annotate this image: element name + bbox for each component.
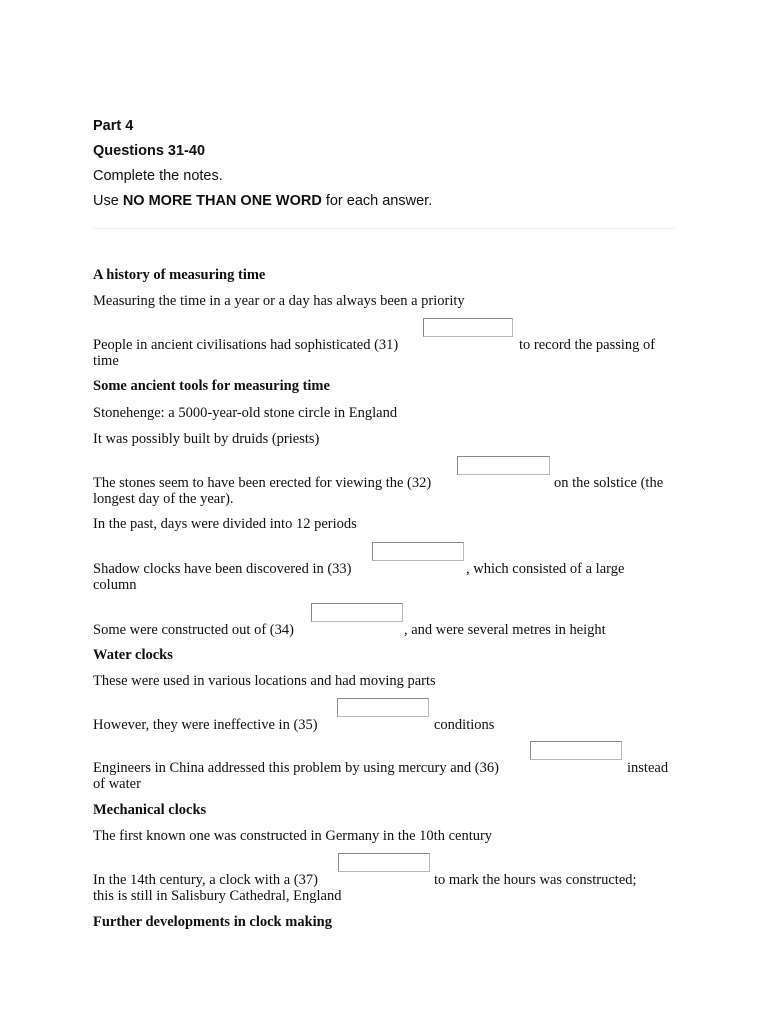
word-limit-emphasis: NO MORE THAN ONE WORD xyxy=(122,193,322,209)
question-36-line xyxy=(93,760,675,776)
question-33-text-after: , which consisted of a large xyxy=(466,561,625,577)
mechanical-clocks-intro: The first known one was constructed in Germany in the 10th century xyxy=(93,828,493,844)
question-36-continuation: of water xyxy=(93,776,141,792)
druids-note: It was possibly built by druids (priests) xyxy=(93,431,320,447)
water-clocks-intro: These were used in various locations and had moving parts xyxy=(93,673,436,689)
question-37-continuation: this is still in Salisbury Cathedral, England xyxy=(93,888,342,904)
question-31-text-after: to record the passing of xyxy=(519,337,656,353)
question-35-text: However, they were ineffective in (35) xyxy=(93,717,318,733)
question-36-text-after: instead xyxy=(627,760,669,776)
question-35-text-after: conditions xyxy=(434,717,495,733)
heading-mechanical-clocks: Mechanical clocks xyxy=(93,802,207,818)
word-limit-rule xyxy=(93,193,432,210)
notes-title: A history of measuring time xyxy=(93,267,266,283)
question-33-line xyxy=(93,561,675,577)
instruction-text: Complete the notes. xyxy=(93,168,223,184)
periods-note: In the past, days were divided into 12 periods xyxy=(93,516,357,532)
question-32-continuation: longest day of the year). xyxy=(93,491,234,507)
question-33-text: Shadow clocks have been discovered in (33) xyxy=(93,561,352,577)
question-31-line xyxy=(93,337,675,353)
question-31-text: People in ancient civilisations had sophisticated (31) xyxy=(93,337,399,353)
question-31-continuation: time xyxy=(93,353,119,369)
questions-range: Questions 31-40 xyxy=(93,143,206,159)
question-37-text: In the 14th century, a clock with a (37) xyxy=(93,872,318,888)
question-34-line xyxy=(93,622,675,638)
question-33-continuation: column xyxy=(93,577,137,593)
answer-input-31[interactable] xyxy=(423,318,513,337)
word-limit-suffix: for each answer. xyxy=(321,193,433,209)
question-36-text: Engineers in China addressed this problem by using mercury and (36) xyxy=(93,760,499,776)
section-divider xyxy=(93,228,675,229)
answer-input-32[interactable] xyxy=(457,456,550,475)
question-32-text-after: on the solstice (the xyxy=(554,475,664,491)
question-35-line xyxy=(93,717,675,733)
word-limit-prefix: Use xyxy=(93,193,123,209)
heading-further-developments: Further developments in clock making xyxy=(93,914,332,930)
heading-water-clocks: Water clocks xyxy=(93,647,173,663)
answer-input-36[interactable] xyxy=(530,741,622,760)
notes-intro: Measuring the time in a year or a day has always been a priority xyxy=(93,293,465,309)
answer-input-37[interactable] xyxy=(338,853,430,872)
question-37-text-after: to mark the hours was constructed; xyxy=(434,872,637,888)
heading-ancient-tools: Some ancient tools for measuring time xyxy=(93,378,330,394)
question-32-text: The stones seem to have been erected for viewing the (32) xyxy=(93,475,432,491)
answer-input-35[interactable] xyxy=(337,698,429,717)
question-37-line xyxy=(93,872,675,888)
stonehenge-note: Stonehenge: a 5000-year-old stone circle in England xyxy=(93,405,398,421)
part-title: Part 4 xyxy=(93,118,134,134)
answer-input-33[interactable] xyxy=(372,542,464,561)
question-32-line xyxy=(93,475,675,491)
answer-input-34[interactable] xyxy=(311,603,403,622)
question-34-text-after: , and were several metres in height xyxy=(404,622,606,638)
question-34-text: Some were constructed out of (34) xyxy=(93,622,294,638)
